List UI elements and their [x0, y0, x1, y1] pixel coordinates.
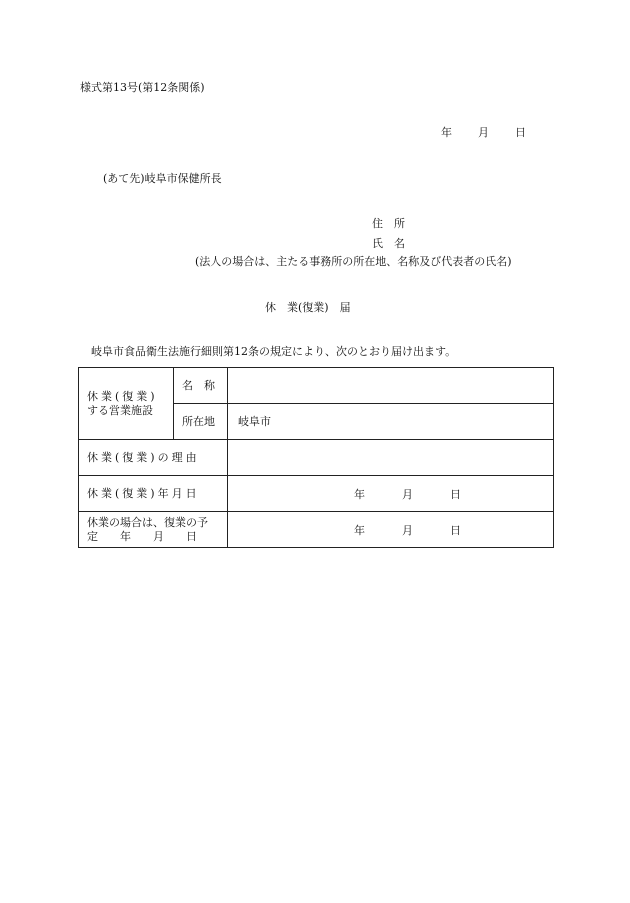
closure-date-label: 休業(復業)年月日 — [79, 476, 228, 512]
planned-reopen-month: 月 — [402, 523, 413, 537]
table-row — [79, 512, 554, 548]
document-title: 休 業(復業) 届 — [265, 301, 351, 314]
facility-label-line1: 休業(復業) — [87, 389, 158, 403]
submission-date — [441, 127, 526, 138]
closure-date-year: 年 — [354, 487, 365, 501]
table-row — [79, 440, 554, 476]
facility-location-field[interactable]: 岐阜市 — [228, 404, 554, 440]
date-day: 日 — [515, 126, 526, 139]
facility-name-field[interactable] — [228, 368, 554, 404]
facility-label — [79, 368, 174, 440]
facility-name-label: 名 称 — [174, 368, 228, 404]
closure-date-day: 日 — [450, 487, 461, 501]
planned-reopen-field[interactable] — [228, 512, 554, 548]
table-row — [79, 368, 554, 404]
planned-reopen-label-line1: 休業の場合は、復業の予 — [87, 515, 208, 529]
intro-statement: 岐阜市食品衛生法施行細則第12条の規定により、次のとおり届け出ます。 — [91, 345, 457, 358]
table-row — [79, 476, 554, 512]
form-number: 様式第13号(第12条関係) — [80, 81, 205, 94]
notification-table — [78, 367, 554, 548]
closure-date-field[interactable] — [228, 476, 554, 512]
planned-reopen-year: 年 — [354, 523, 365, 537]
planned-reopen-day: 日 — [450, 523, 461, 537]
reason-label: 休業(復業)の理由 — [79, 440, 228, 476]
date-year: 年 — [441, 126, 452, 139]
addressee: (あて先)岐阜市保健所長 — [103, 172, 222, 185]
reason-field[interactable] — [228, 440, 554, 476]
corporate-note: (法人の場合は、主たる事務所の所在地、名称及び代表者の氏名) — [195, 255, 512, 268]
planned-reopen-label-line2: 定 年 月 日 — [87, 529, 197, 543]
applicant-name-label: 氏 名 — [372, 237, 405, 250]
date-month: 月 — [478, 126, 489, 139]
applicant-address-label: 住 所 — [372, 217, 405, 230]
closure-date-month: 月 — [402, 487, 413, 501]
facility-label-line2: する営業施設 — [87, 403, 153, 417]
planned-reopen-label — [79, 512, 228, 548]
facility-location-label: 所在地 — [174, 404, 228, 440]
